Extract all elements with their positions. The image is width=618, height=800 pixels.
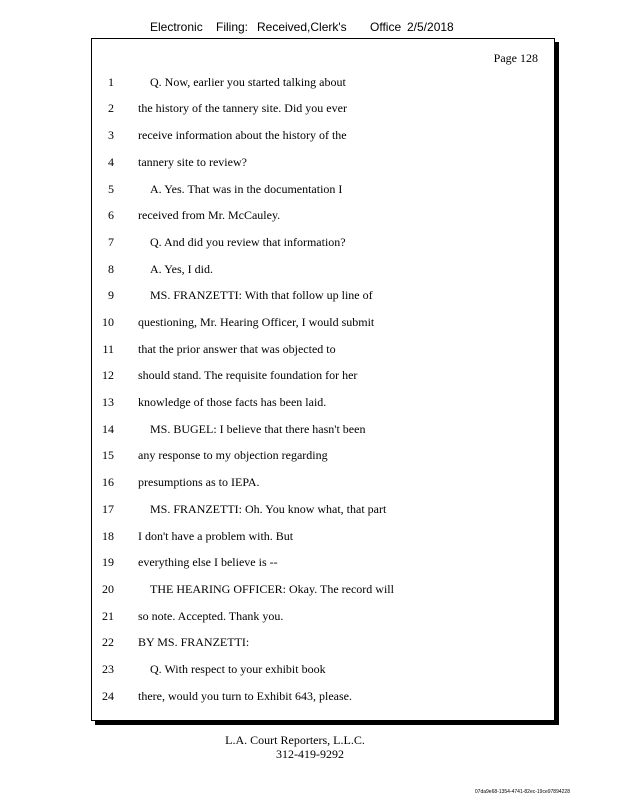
line-text: there, would you turn to Exhibit 643, please.	[138, 689, 352, 703]
header-word-filing: Filing:	[216, 20, 249, 34]
line-number: 14	[102, 422, 114, 436]
line-text: A. Yes, I did.	[150, 262, 214, 276]
document-id: 07da9e68-1354-4741-82ec-19ce97894228	[474, 789, 570, 795]
line-number: 11	[102, 342, 114, 356]
line-number: 15	[102, 448, 114, 462]
line-number: 17	[102, 502, 114, 516]
court-reporter-name: L.A. Court Reporters, L.L.C.	[225, 733, 365, 747]
line-number: 13	[102, 395, 114, 409]
header-word-office: Office	[370, 20, 402, 34]
line-text: Q. Now, earlier you started talking about	[150, 75, 346, 89]
line-number: 12	[102, 368, 114, 382]
line-number: 19	[102, 555, 114, 569]
line-number: 7	[108, 235, 114, 249]
line-text: BY MS. FRANZETTI:	[138, 635, 250, 649]
line-number: 4	[108, 155, 114, 169]
line-text: MS. BUGEL: I believe that there hasn't been	[150, 422, 366, 436]
line-text: everything else I believe is --	[138, 555, 278, 569]
line-text: received from Mr. McCauley.	[138, 208, 281, 222]
line-number: 10	[102, 315, 114, 329]
line-number: 3	[108, 128, 114, 142]
line-number: 2	[108, 101, 114, 115]
line-number: 21	[102, 609, 114, 623]
line-text: any response to my objection regarding	[138, 448, 328, 462]
line-text: THE HEARING OFFICER: Okay. The record will	[150, 582, 394, 596]
line-number: 6	[108, 208, 114, 222]
line-text: the history of the tannery site. Did you ever	[138, 101, 347, 115]
line-text: should stand. The requisite foundation for her	[138, 368, 358, 382]
line-text: questioning, Mr. Hearing Officer, I would submit	[138, 315, 375, 329]
line-text: A. Yes. That was in the documentation I	[150, 182, 343, 196]
line-text: Q. And did you review that information?	[150, 235, 346, 249]
line-number: 20	[102, 582, 114, 596]
line-number: 16	[102, 475, 114, 489]
line-number: 9	[108, 288, 114, 302]
line-number: 23	[102, 662, 114, 676]
line-text: so note. Accepted. Thank you.	[138, 609, 284, 623]
line-text: MS. FRANZETTI: Oh. You know what, that part	[150, 502, 387, 516]
line-text: I don't have a problem with. But	[138, 529, 294, 543]
line-number: 1	[108, 75, 114, 89]
court-reporter-phone: 312-419-9292	[276, 747, 344, 761]
line-text: Q. With respect to your exhibit book	[150, 662, 326, 676]
line-number: 8	[108, 262, 114, 276]
line-text: that the prior answer that was objected to	[138, 342, 336, 356]
line-number: 5	[108, 182, 114, 196]
header-word-received: Received,Clerk's	[257, 20, 347, 34]
header-date: 2/5/2018	[407, 20, 454, 34]
line-number: 22	[102, 635, 114, 649]
line-text: presumptions as to IEPA.	[138, 475, 260, 489]
page-number: Page 128	[493, 51, 538, 65]
line-number: 18	[102, 529, 114, 543]
line-number: 24	[102, 689, 114, 703]
line-text: knowledge of those facts has been laid.	[138, 395, 327, 409]
transcript-page	[91, 38, 555, 721]
filing-header	[150, 20, 490, 38]
header-word-electronic: Electronic	[150, 20, 203, 34]
line-text: tannery site to review?	[138, 155, 247, 169]
line-text: receive information about the history of the	[138, 128, 347, 142]
line-text: MS. FRANZETTI: With that follow up line of	[150, 288, 373, 302]
